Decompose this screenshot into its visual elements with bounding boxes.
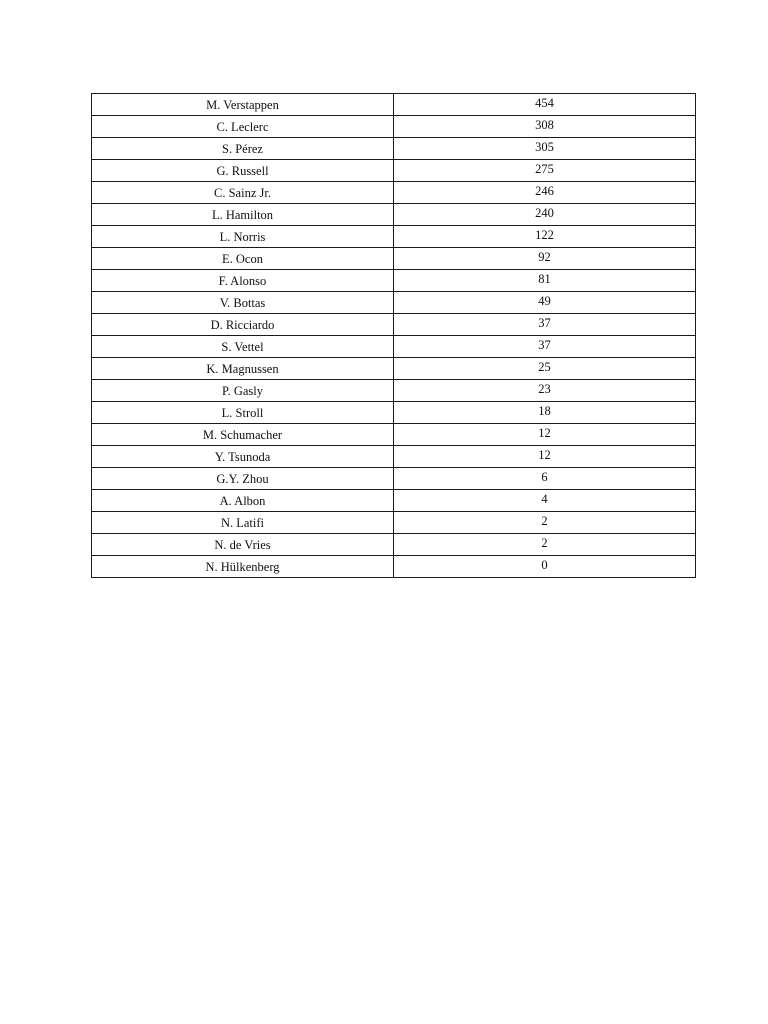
table-row bbox=[92, 270, 696, 292]
points-cell: 12 bbox=[394, 446, 696, 468]
table-row bbox=[92, 116, 696, 138]
driver-name-cell: L. Norris bbox=[92, 226, 394, 248]
points-cell: 2 bbox=[394, 512, 696, 534]
points-cell: 18 bbox=[394, 402, 696, 424]
driver-name-cell: A. Albon bbox=[92, 490, 394, 512]
points-cell: 37 bbox=[394, 314, 696, 336]
driver-name-cell: V. Bottas bbox=[92, 292, 394, 314]
points-cell: 49 bbox=[394, 292, 696, 314]
driver-name-cell: Y. Tsunoda bbox=[92, 446, 394, 468]
driver-name-cell: M. Verstappen bbox=[92, 94, 394, 116]
table-row bbox=[92, 534, 696, 556]
points-cell: 240 bbox=[394, 204, 696, 226]
driver-name-cell: N. Hülkenberg bbox=[92, 556, 394, 578]
points-cell: 122 bbox=[394, 226, 696, 248]
driver-name-cell: S. Pérez bbox=[92, 138, 394, 160]
table-row bbox=[92, 468, 696, 490]
points-cell: 92 bbox=[394, 248, 696, 270]
table-row bbox=[92, 424, 696, 446]
driver-name-cell: S. Vettel bbox=[92, 336, 394, 358]
table-row bbox=[92, 402, 696, 424]
table-row bbox=[92, 490, 696, 512]
driver-name-cell: C. Sainz Jr. bbox=[92, 182, 394, 204]
table-row bbox=[92, 446, 696, 468]
driver-name-cell: L. Stroll bbox=[92, 402, 394, 424]
table-row bbox=[92, 204, 696, 226]
driver-name-cell: D. Ricciardo bbox=[92, 314, 394, 336]
driver-name-cell: P. Gasly bbox=[92, 380, 394, 402]
points-cell: 6 bbox=[394, 468, 696, 490]
driver-name-cell: M. Schumacher bbox=[92, 424, 394, 446]
points-cell: 275 bbox=[394, 160, 696, 182]
driver-name-cell: N. de Vries bbox=[92, 534, 394, 556]
driver-name-cell: E. Ocon bbox=[92, 248, 394, 270]
driver-name-cell: G. Russell bbox=[92, 160, 394, 182]
table-row bbox=[92, 138, 696, 160]
points-cell: 0 bbox=[394, 556, 696, 578]
points-cell: 37 bbox=[394, 336, 696, 358]
standings-table bbox=[91, 93, 696, 578]
driver-name-cell: G.Y. Zhou bbox=[92, 468, 394, 490]
standings-table-body bbox=[92, 94, 696, 578]
table-row bbox=[92, 182, 696, 204]
driver-name-cell: F. Alonso bbox=[92, 270, 394, 292]
table-row bbox=[92, 336, 696, 358]
points-cell: 81 bbox=[394, 270, 696, 292]
points-cell: 4 bbox=[394, 490, 696, 512]
table-row bbox=[92, 380, 696, 402]
table-row bbox=[92, 248, 696, 270]
driver-name-cell: K. Magnussen bbox=[92, 358, 394, 380]
driver-name-cell: L. Hamilton bbox=[92, 204, 394, 226]
table-row bbox=[92, 556, 696, 578]
table-row bbox=[92, 314, 696, 336]
table-row bbox=[92, 160, 696, 182]
table-row bbox=[92, 94, 696, 116]
table-row bbox=[92, 512, 696, 534]
table-row bbox=[92, 226, 696, 248]
table-row bbox=[92, 358, 696, 380]
points-cell: 308 bbox=[394, 116, 696, 138]
driver-name-cell: C. Leclerc bbox=[92, 116, 394, 138]
points-cell: 23 bbox=[394, 380, 696, 402]
driver-name-cell: N. Latifi bbox=[92, 512, 394, 534]
points-cell: 25 bbox=[394, 358, 696, 380]
points-cell: 246 bbox=[394, 182, 696, 204]
points-cell: 2 bbox=[394, 534, 696, 556]
points-cell: 454 bbox=[394, 94, 696, 116]
points-cell: 12 bbox=[394, 424, 696, 446]
points-cell: 305 bbox=[394, 138, 696, 160]
table-row bbox=[92, 292, 696, 314]
